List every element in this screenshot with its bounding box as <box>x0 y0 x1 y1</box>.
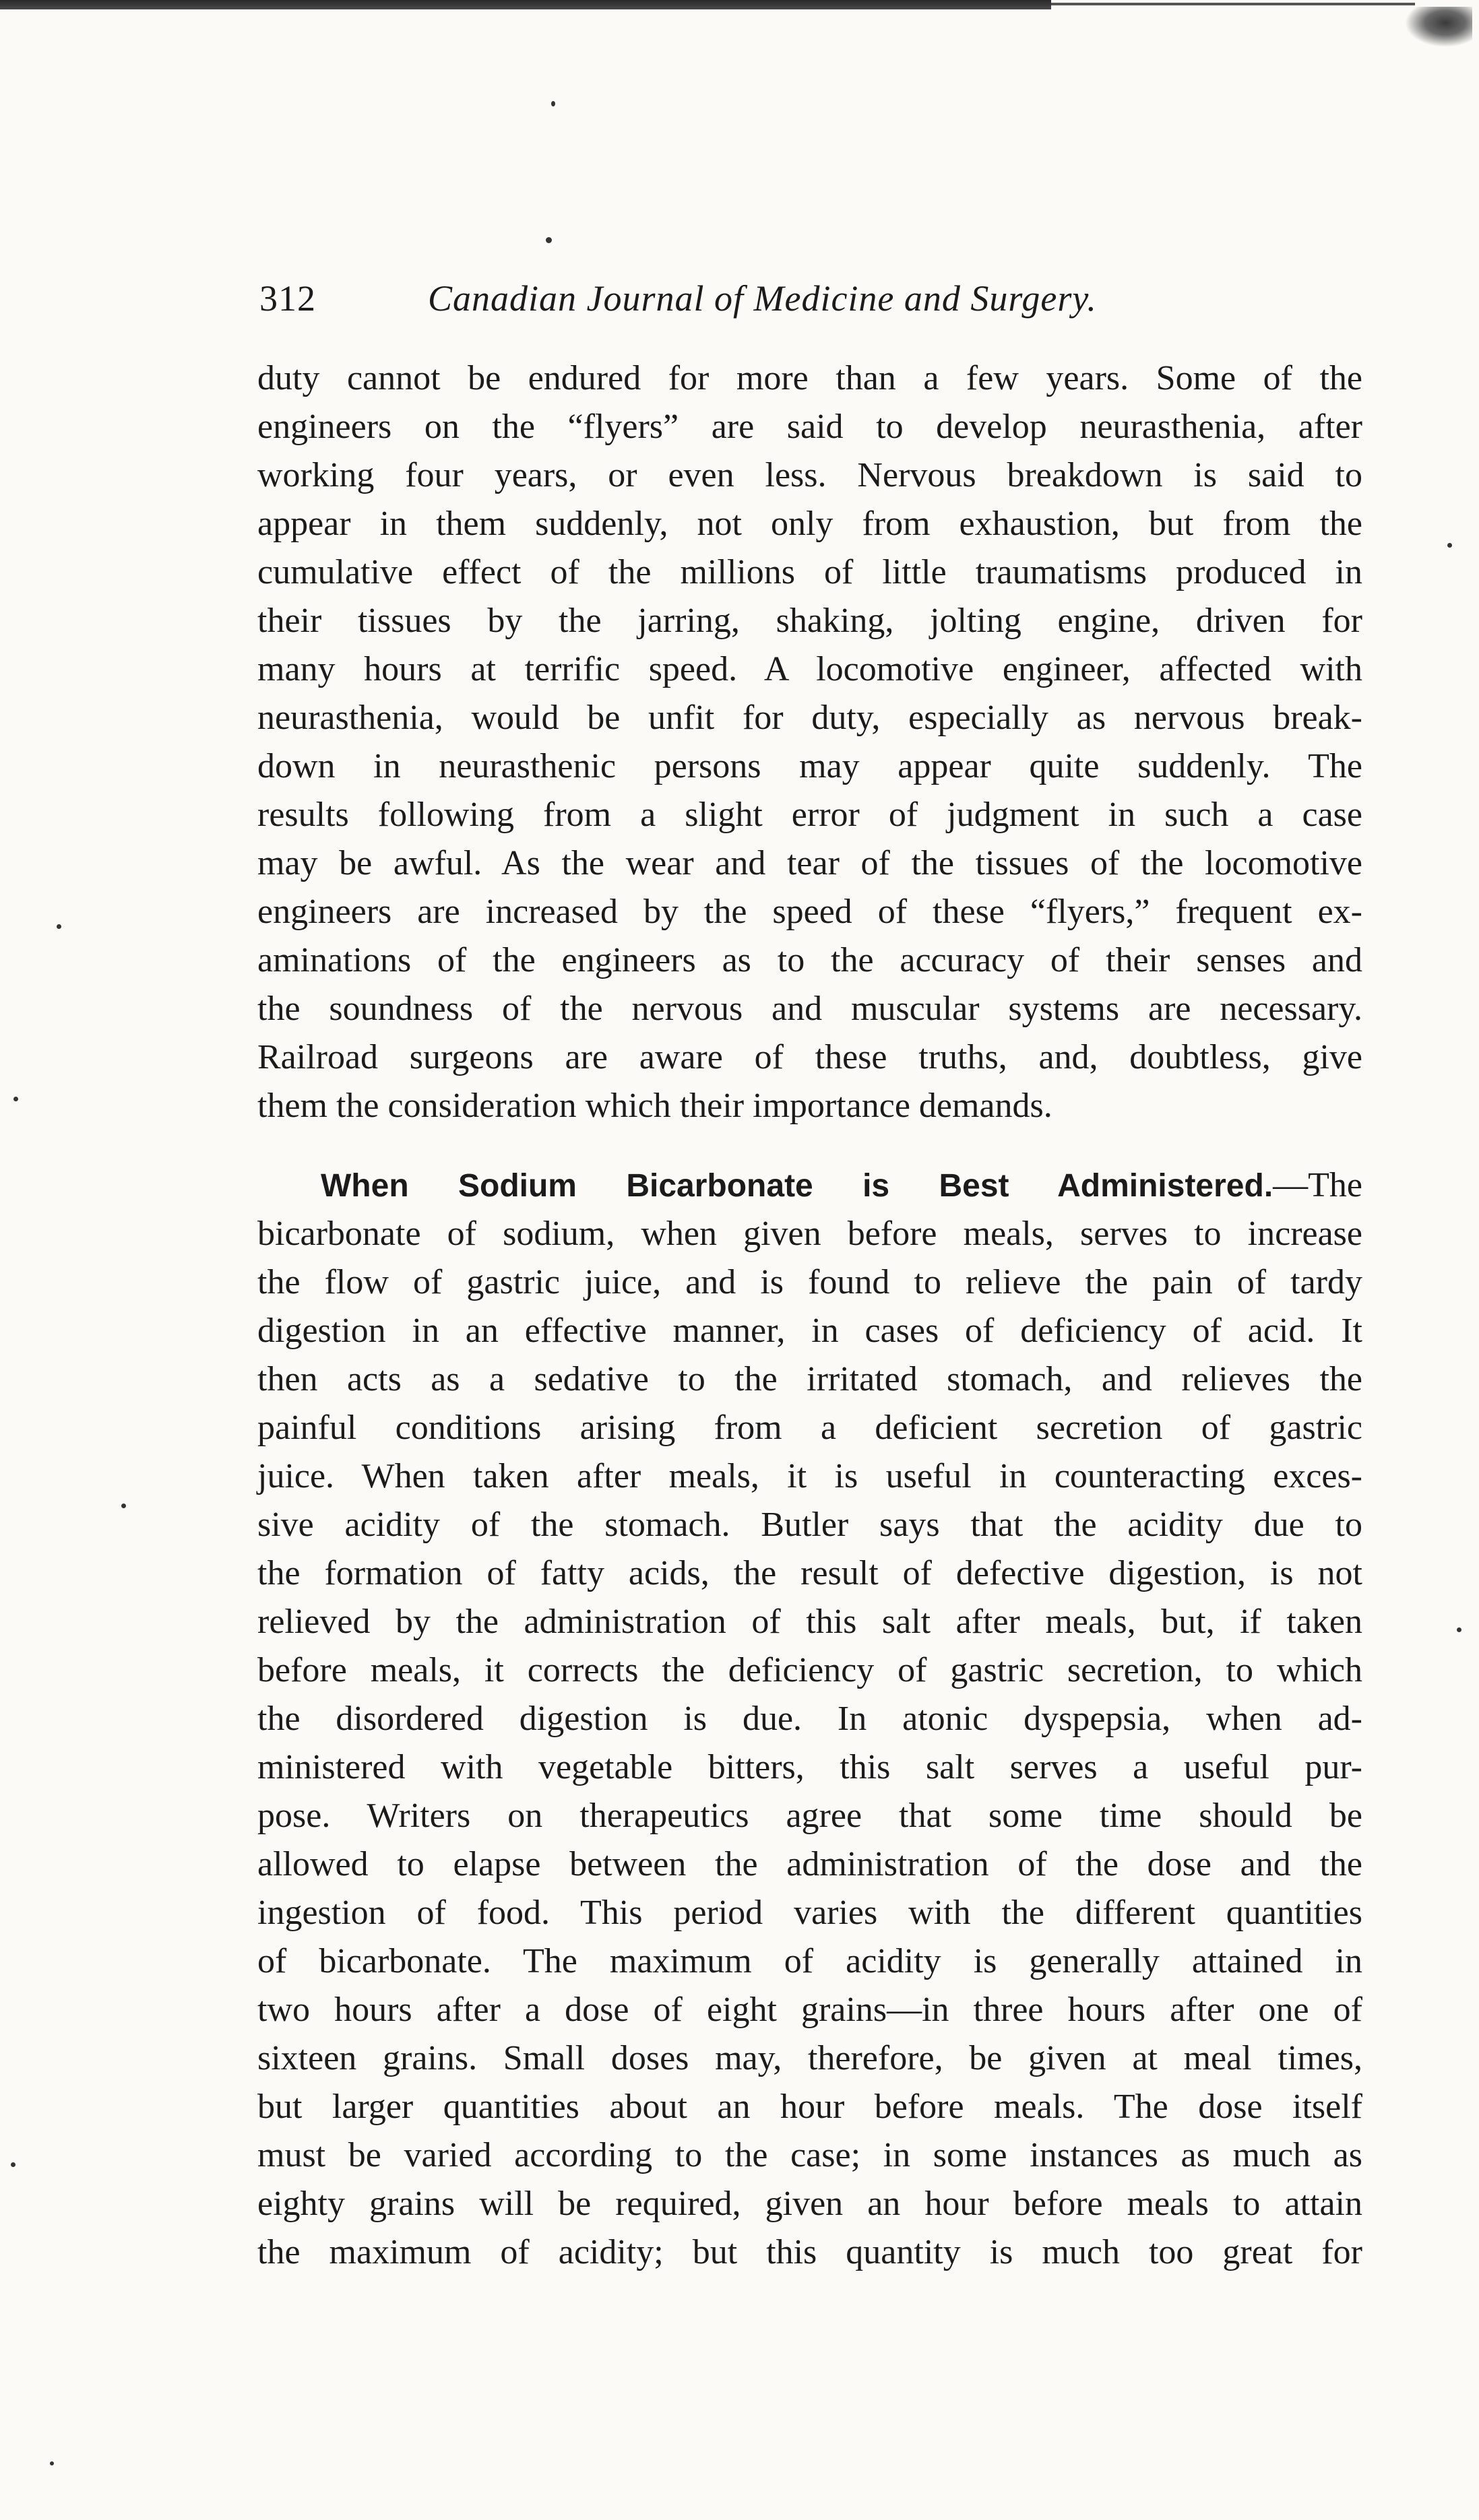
scan-speck <box>50 2461 54 2465</box>
text-line: cumulative effect of the millions of little traumatisms produced in <box>257 553 1362 591</box>
text-line: ingestion of food. This period varies with the different quantities <box>257 1894 1362 1932</box>
text-line: ministered with vegetable bitters, this salt serves a useful pur- <box>257 1748 1362 1786</box>
heading-line-rest: The <box>1308 1166 1362 1204</box>
text-line: allowed to elapse between the administration of the dose and the <box>257 1845 1362 1883</box>
text-line: many hours at terrific speed. A locomotive engineer, affected with <box>257 650 1362 688</box>
scan-speck <box>551 101 555 106</box>
heading-line <box>257 1161 1362 1210</box>
running-header <box>259 275 1223 322</box>
heading-dash: — <box>1273 1166 1309 1204</box>
text-line: the flow of gastric juice, and is found to relieve the pain of tardy <box>257 1263 1362 1301</box>
text-line: juice. When taken after meals, it is useful in counteracting exces- <box>257 1457 1362 1495</box>
text-line: appear in them suddenly, not only from exhaustion, but from the <box>257 505 1362 543</box>
text-line: Railroad surgeons are aware of these truths, and, doubtless, give <box>257 1038 1362 1076</box>
text-line: the soundness of the nervous and muscular systems are necessary. <box>257 990 1362 1028</box>
text-line: bicarbonate of sodium, when given before meals, serves to increase <box>257 1215 1362 1253</box>
text-line: digestion in an effective manner, in cases of deficiency of acid. It <box>257 1312 1362 1350</box>
scan-speck <box>1447 543 1452 548</box>
text-line: must be varied according to the case; in some instances as much as <box>257 2136 1362 2174</box>
scan-edge-rule-faint <box>1051 3 1415 5</box>
text-line: painful conditions arising from a deficient secretion of gastric <box>257 1409 1362 1447</box>
text-line: engineers are increased by the speed of these “flyers,” frequent ex- <box>257 893 1362 931</box>
scan-speck <box>57 924 61 929</box>
text-line: the maximum of acidity; but this quantity is much too great for <box>257 2233 1362 2271</box>
paragraph-locomotive-engineers <box>257 354 1362 1130</box>
scan-speck <box>11 2162 15 2167</box>
scan-speck <box>546 237 552 243</box>
text-line: duty cannot be endured for more than a few years. Some of the <box>257 359 1362 397</box>
text-line: results following from a slight error of judgment in such a case <box>257 796 1362 834</box>
scan-corner-smudge <box>1405 7 1472 47</box>
running-title: Canadian Journal of Medicine and Surgery. <box>428 278 1097 319</box>
scan-speck <box>121 1504 126 1508</box>
scan-speck <box>1457 1627 1461 1632</box>
text-line: sixteen grains. Small doses may, therefore, be given at meal times, <box>257 2039 1362 2077</box>
text-line: the disordered digestion is due. In atonic dyspepsia, when ad- <box>257 1700 1362 1738</box>
text-line: neurasthenia, would be unfit for duty, especially as nervous break- <box>257 699 1362 737</box>
text-line: working four years, or even less. Nervous breakdown is said to <box>257 456 1362 494</box>
text-line: them the consideration which their importance demands. <box>257 1087 1052 1125</box>
page-number: 312 <box>259 278 316 319</box>
text-line: then acts as a sedative to the irritated stomach, and relieves the <box>257 1360 1362 1398</box>
text-line: aminations of the engineers as to the accuracy of their senses and <box>257 941 1362 979</box>
text-line: relieved by the administration of this salt after meals, but, if taken <box>257 1603 1362 1641</box>
text-line: of bicarbonate. The maximum of acidity is generally attained in <box>257 1942 1362 1980</box>
scan-speck <box>13 1097 18 1101</box>
text-line: down in neurasthenic persons may appear quite suddenly. The <box>257 747 1362 785</box>
paragraph-sodium-bicarbonate <box>257 1161 1362 2277</box>
text-line: but larger quantities about an hour before meals. The dose itself <box>257 2088 1362 2126</box>
text-line: before meals, it corrects the deficiency of gastric secretion, to which <box>257 1651 1362 1689</box>
text-line: their tissues by the jarring, shaking, jolting engine, driven for <box>257 602 1362 640</box>
text-line: the formation of fatty acids, the result of defective digestion, is not <box>257 1554 1362 1592</box>
text-line: two hours after a dose of eight grains—in three hours after one of <box>257 1991 1362 2029</box>
scan-edge-rule <box>0 0 1051 9</box>
text-line: eighty grains will be required, given an hour before meals to attain <box>257 2185 1362 2223</box>
text-line: pose. Writers on therapeutics agree that some time should be <box>257 1797 1362 1835</box>
section-heading: When Sodium Bicarbonate is Best Administered. <box>321 1168 1273 1204</box>
text-line: may be awful. As the wear and tear of the tissues of the locomotive <box>257 844 1362 882</box>
text-line: sive acidity of the stomach. Butler says that the acidity due to <box>257 1506 1362 1544</box>
text-line: engineers on the “flyers” are said to develop neurasthenia, after <box>257 408 1362 446</box>
